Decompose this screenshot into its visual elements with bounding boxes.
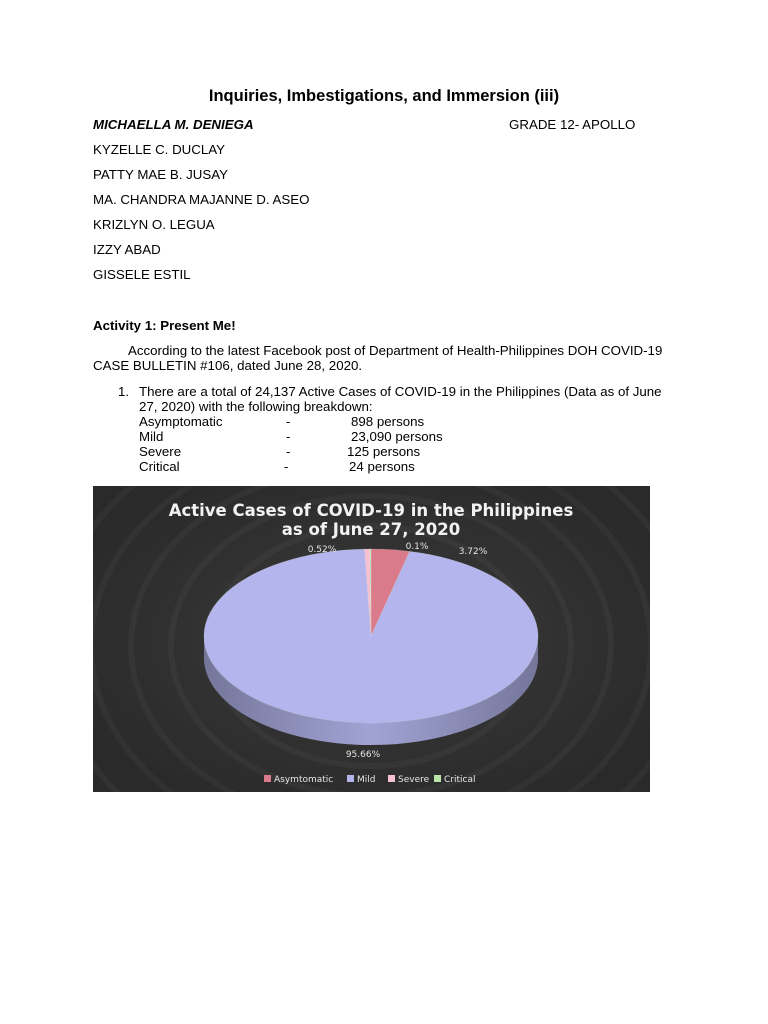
breakdown-label: Asymptomatic	[139, 414, 223, 429]
grade-label: GRADE 12- APOLLO	[509, 117, 636, 132]
member-name: PATTY MAE B. JUSAY	[93, 167, 228, 182]
breakdown-value: 898 persons	[351, 414, 425, 429]
legend-swatch-severe	[388, 775, 395, 782]
breakdown-label: Severe	[139, 444, 182, 459]
legend-swatch-asymtomatic	[264, 775, 271, 782]
legend-label-severe: Severe	[398, 775, 430, 785]
legend-swatch-critical	[434, 775, 441, 782]
breakdown-dash: -	[286, 444, 291, 459]
breakdown-label: Mild	[139, 429, 164, 444]
legend-label-mild: Mild	[357, 775, 376, 785]
member-name: IZZY ABAD	[93, 242, 161, 257]
breakdown-dash: -	[284, 459, 289, 474]
breakdown-label: Critical	[139, 459, 180, 474]
document-title: Inquiries, Imbestigations, and Immersion (iii)	[208, 87, 560, 105]
breakdown-row	[139, 429, 539, 444]
breakdown-dash: -	[286, 429, 291, 444]
breakdown-dash: -	[286, 414, 291, 429]
breakdown-value: 23,090 persons	[351, 429, 443, 444]
legend-swatch-mild	[347, 775, 354, 782]
breakdown-row	[139, 444, 539, 459]
chart-legend	[264, 775, 475, 785]
list-item-text: There are a total of 24,137 Active Cases of COVID-19 in the Philippines (Data as of June 27, 2020) with the following breakdown:	[139, 384, 662, 414]
intro-paragraph: According to the latest Facebook post of Department of Health-Philippines DOH COVID-19 CASE BULLETIN #106, dated June 28, 2020.	[93, 343, 663, 373]
data-label-mild: 95.66%	[345, 750, 381, 760]
breakdown-value: 125 persons	[347, 444, 421, 459]
member-name: GISSELE ESTIL	[93, 267, 191, 282]
author-lead: MICHAELLA M. DENIEGA	[93, 117, 254, 132]
breakdown-value: 24 persons	[349, 459, 415, 474]
pie-chart	[93, 486, 650, 792]
breakdown-row	[139, 414, 539, 429]
breakdown-row	[139, 459, 539, 474]
legend-label-critical: Critical	[444, 775, 476, 785]
member-name: KYZELLE C. DUCLAY	[93, 142, 226, 157]
legend-label-asymtomatic: Asymtomatic	[274, 775, 334, 785]
member-name: KRIZLYN O. LEGUA	[93, 217, 215, 232]
data-label-critical: 0.1%	[405, 542, 429, 552]
pie-chart-svg	[93, 486, 650, 792]
data-label-asymtomatic: 3.72%	[458, 547, 488, 557]
member-name: MA. CHANDRA MAJANNE D. ASEO	[93, 192, 310, 207]
data-label-severe: 0.52%	[307, 545, 337, 555]
pie-slices	[204, 549, 538, 723]
chart-title-line2: as of June 27, 2020	[281, 520, 461, 539]
activity-heading: Activity 1: Present Me!	[93, 318, 236, 333]
chart-title-line1: Active Cases of COVID-19 in the Philippines	[168, 501, 574, 520]
list-number: 1.	[118, 384, 130, 399]
